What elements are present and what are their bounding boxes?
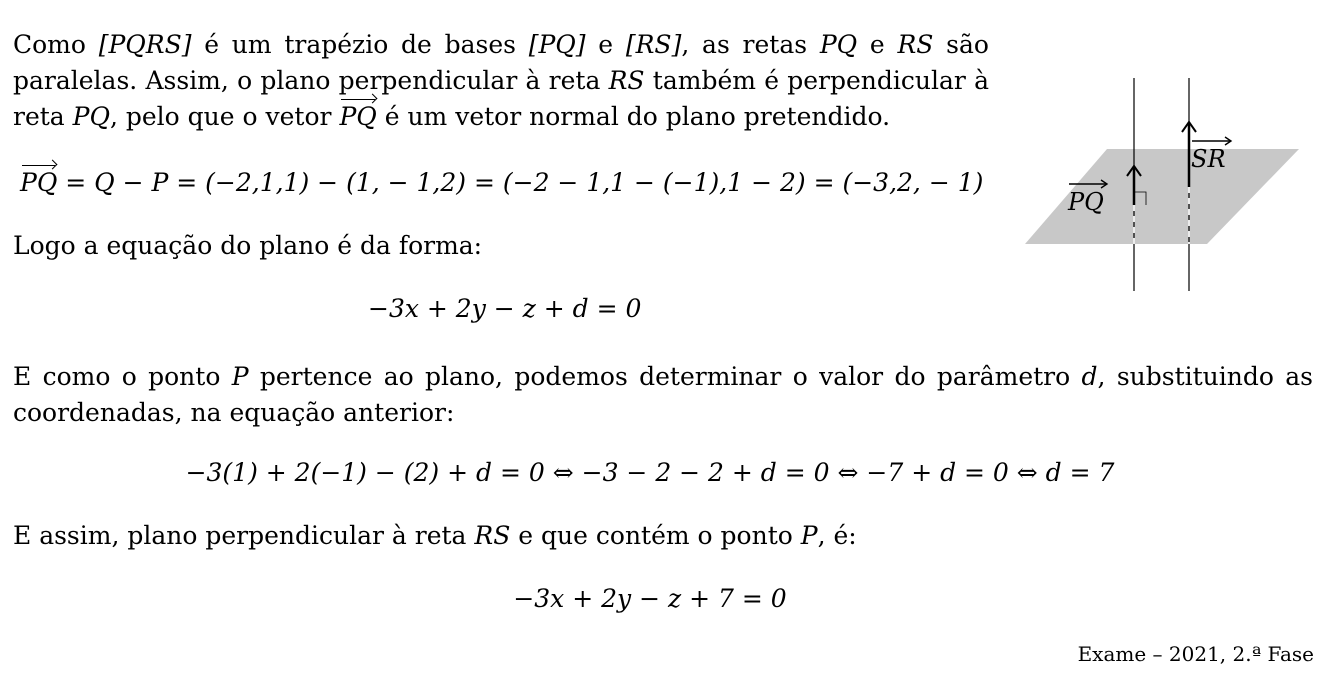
vector-pq-symbol: PQ xyxy=(20,165,57,201)
plane-form-text: Logo a equação do plano é da forma: xyxy=(13,231,483,260)
plane-diagram xyxy=(1020,70,1320,310)
label-vector-pq: PQ xyxy=(1068,188,1104,216)
plane-general-equation: −3x + 2y − z + d = 0 xyxy=(368,294,642,323)
conclusion-text: E assim, plano perpendicular à reta RS e que contém o ponto P, é: xyxy=(13,521,857,550)
plane-figure xyxy=(1020,70,1320,316)
exam-source-footer: Exame – 2021, 2.ª Fase xyxy=(1077,642,1314,666)
vector-equation: PQ = Q − P = (−2,1,1) − (1, − 1,2) = (−2 − 1,1 − (−1),1 − 2) = (−3,2, − 1) xyxy=(20,165,983,201)
substitution-paragraph: E como o ponto P pertence ao plano, podemos determinar o valor do parâmetro d, substituindo as coordenadas, na equação anterior: xyxy=(13,362,1313,427)
intro-paragraph: Como [PQRS] é um trapézio de bases [PQ] e [RS], as retas PQ e RS são paralelas. Assim, o plano perpendicular à reta RS também é perpendicular à reta PQ, pelo que o vetor PQ é um vetor normal do plano pretendido. xyxy=(13,27,989,135)
plane-parallelogram xyxy=(1025,149,1299,244)
label-vector-sr: SR xyxy=(1191,145,1226,173)
vector-pq: PQ xyxy=(339,99,376,135)
substitution-equation: −3(1) + 2(−1) − (2) + d = 0 ⇔ −3 − 2 − 2 + d = 0 ⇔ −7 + d = 0 ⇔ d = 7 xyxy=(185,458,1115,487)
final-plane-equation: −3x + 2y − z + 7 = 0 xyxy=(513,584,787,613)
